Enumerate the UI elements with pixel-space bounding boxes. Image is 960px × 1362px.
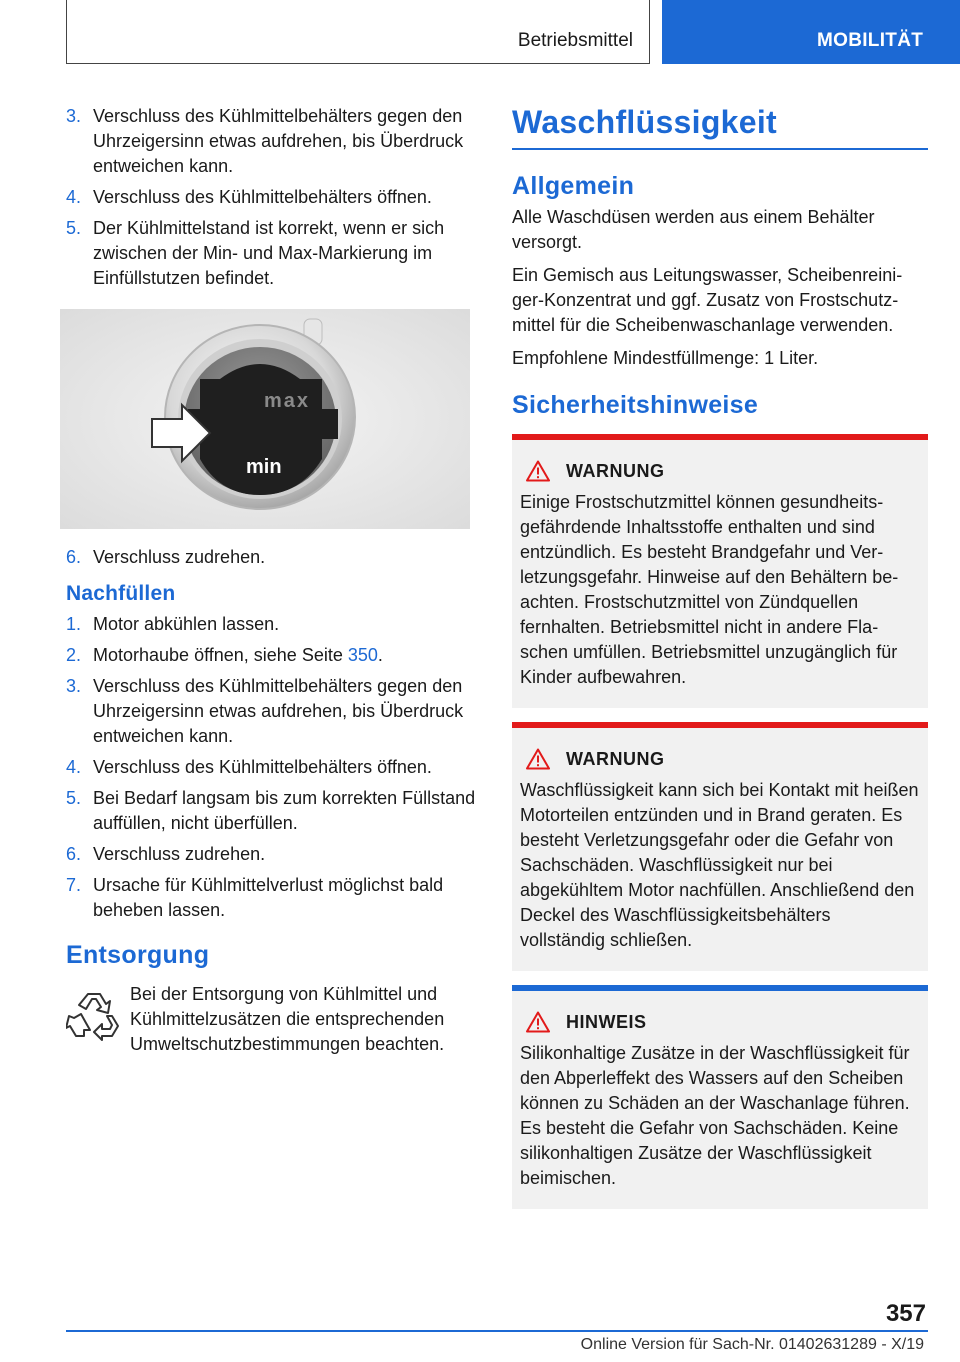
notice-text: Silikonhaltige Zusätze in der Waschflüssigkeit für den Abperleffekt des Wassers auf den Scheiben können zu Schäden an der Waschanlage führen. Es besteht die Gefahr von Sachschäden. Keine silikonhaltigen Zusätze der Waschflüssigkeit beimischen. — [520, 1043, 910, 1188]
coolant-level-figure — [60, 309, 470, 529]
notice-header — [520, 748, 920, 770]
step-number: 4. — [66, 187, 82, 207]
step-text: Motor abkühlen lassen. — [93, 614, 280, 634]
page-title: Waschflüssigkeit — [512, 104, 778, 140]
step-text: Bei Bedarf langsam bis zum korrekten Füllstand auffüllen, nicht überfüllen. — [93, 788, 476, 833]
warning-triangle-icon — [526, 1011, 550, 1033]
notice-text: Waschflüssigkeit kann sich bei Kontakt mit heißen Motorteilen entzünden und in Brand geraten. Es besteht Verletzungsgefahr oder die Gefahr von Sachschäden. Waschflüssigkeit nur bei abgekühltem Motor nachfüllen. Anschließend den Deckel des Waschflüssigkeitsbehälters vollständig schließen. — [520, 780, 919, 950]
list-item — [66, 185, 476, 210]
step-text — [93, 643, 476, 668]
steps-top — [66, 104, 476, 291]
recycle-icon — [66, 986, 122, 1042]
hint-box — [512, 985, 928, 1209]
notice-header — [520, 1011, 920, 1033]
step-text: Der Kühlmittelstand ist korrekt, wenn er sich zwischen der Min- und Max-Markierung im Einfüllstutzen befindet. — [93, 218, 445, 288]
figure-min-label: min — [246, 456, 282, 478]
list-item — [66, 104, 476, 179]
general-heading: Allgemein — [512, 172, 635, 200]
step-text: Verschluss des Kühlmittelbehälters gegen den Uhrzeigersinn etwas aufdrehen, bis Überdruck entweichen kann. — [93, 676, 464, 746]
paragraph: Ein Gemisch aus Leitungswasser, Scheibenreiniger-Konzentrat und ggf. Zusatz von Frostschutzmittel für die Scheibenwaschanlage verwenden. — [512, 265, 903, 335]
step-number: 7. — [66, 875, 82, 895]
step-number: 3. — [66, 106, 82, 126]
page-reference-link[interactable]: 350 — [347, 645, 378, 665]
step-number: 5. — [66, 788, 82, 808]
notice-text: Einige Frostschutzmittel können gesundheitsgefährdende Inhaltsstoffe enthalten und sind entzündlich. Es besteht Brandgefahr und Verletzungsgefahr. Hinweise auf den Behältern beachten. Frostschutzmittel von Zündquellen fernhalten. Betriebsmittel nicht in andere Flaschen umfüllen. Betriebsmittel unzugänglich für Kinder aufbewahren. — [520, 492, 899, 687]
list-item — [66, 755, 476, 780]
step-text: Verschluss des Kühlmittelbehälters öffnen. — [93, 187, 432, 207]
paragraph: Empfohlene Mindestfüllmenge: 1 Liter. — [512, 348, 819, 368]
step-number: 1. — [66, 614, 82, 634]
step-text: Verschluss zudrehen. — [93, 547, 266, 567]
step-text-suffix: . — [377, 645, 383, 665]
list-item — [66, 216, 476, 291]
warning-triangle-icon — [526, 460, 550, 482]
warning-triangle-icon — [526, 748, 550, 770]
disposal-text: Bei der Entsorgung von Kühlmittel und Kühlmittelzusätzen die entsprechenden Umweltschutzbestimmungen beachten. — [130, 984, 445, 1054]
notice-title: HINWEIS — [566, 1011, 647, 1032]
step-text: Verschluss des Kühlmittelbehälters gegen den Uhrzeigersinn etwas aufdrehen, bis Überdruck entweichen kann. — [93, 106, 464, 176]
step-number: 6. — [66, 547, 82, 567]
list-item — [66, 612, 476, 637]
header-section-box — [66, 0, 650, 64]
title-divider — [512, 148, 928, 150]
refill-heading: Nachfüllen — [66, 582, 176, 605]
step-number: 5. — [66, 218, 82, 238]
disposal-note — [66, 982, 476, 1057]
disposal-heading: Entsorgung — [66, 941, 210, 969]
figure-max-label: max — [264, 390, 311, 412]
step-text: Ursache für Kühlmittelverlust möglichst bald beheben lassen. — [93, 875, 444, 920]
notice-header — [520, 460, 920, 482]
footer-online-version: Online Version für Sach-Nr. 01402631289 - X/19 — [580, 1336, 924, 1353]
paragraph: Alle Waschdüsen werden aus einem Behälter versorgt. — [512, 207, 875, 252]
step-number: 4. — [66, 757, 82, 777]
step-number: 3. — [66, 676, 82, 696]
step-number: 6. — [66, 844, 82, 864]
list-item — [66, 643, 476, 668]
header-section-title: Betriebsmittel — [517, 30, 633, 51]
left-column — [66, 104, 476, 1057]
safety-heading: Sicherheitshinweise — [512, 391, 759, 419]
step-text: Verschluss des Kühlmittelbehälters öffnen. — [93, 757, 432, 777]
page-number: 357 — [885, 1300, 926, 1327]
list-item — [66, 842, 476, 867]
notice-title: WARNUNG — [566, 460, 665, 481]
coolant-cap-illustration — [60, 309, 470, 529]
warning-box-1 — [512, 434, 928, 708]
header-chapter-tab[interactable] — [662, 0, 960, 64]
steps-after-figure — [66, 545, 476, 570]
notice-title: WARNUNG — [566, 748, 665, 769]
list-item — [66, 674, 476, 749]
step-number: 2. — [66, 645, 82, 665]
list-item — [66, 873, 476, 923]
refill-steps — [66, 612, 476, 923]
warning-box-2 — [512, 722, 928, 971]
right-column — [512, 100, 928, 1219]
list-item — [66, 786, 476, 836]
step-text-part: Motorhaube öffnen, siehe Seite — [93, 645, 348, 665]
footer-divider — [66, 1330, 928, 1332]
list-item — [66, 545, 476, 570]
step-text: Verschluss zudrehen. — [93, 844, 266, 864]
header-chapter-label: MOBILITÄT — [817, 30, 924, 51]
